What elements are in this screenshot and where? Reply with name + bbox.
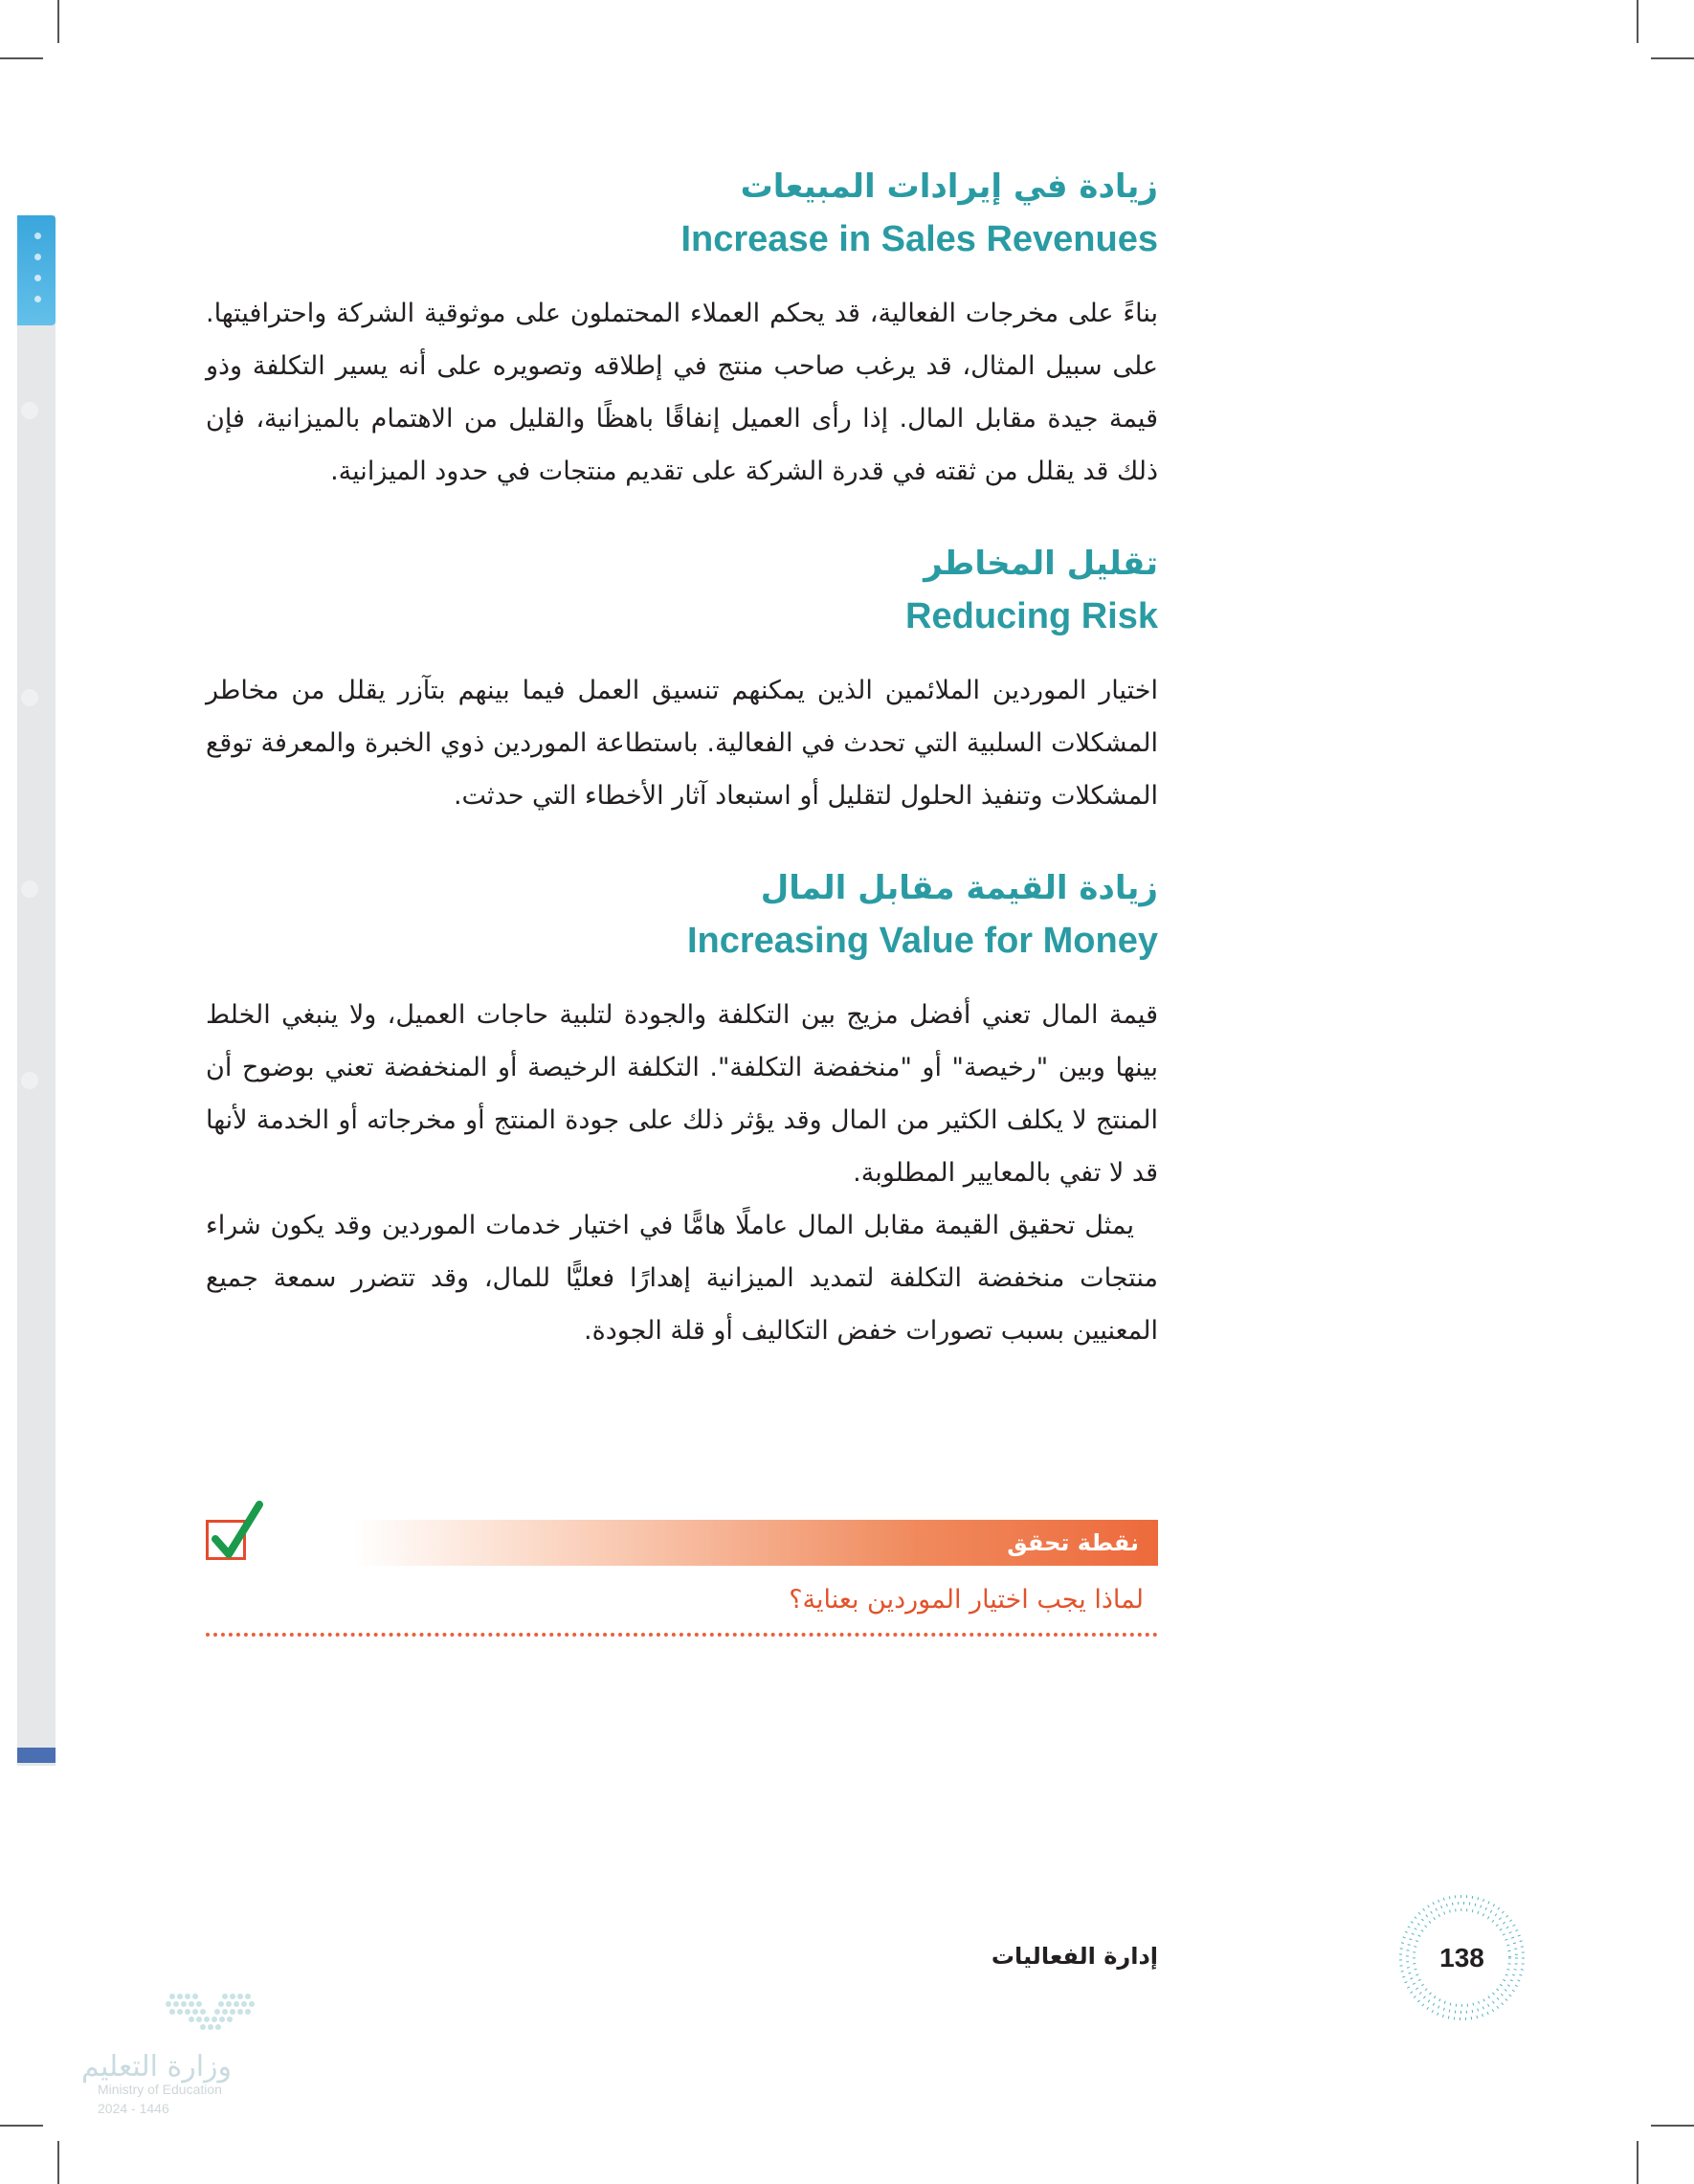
crop-mark xyxy=(0,2125,43,2127)
checkpoint-header-bar xyxy=(354,1520,1158,1566)
page-sidebar xyxy=(17,215,56,1766)
body-paragraph: قيمة المال تعني أفضل مزيج بين التكلفة والجودة لتلبية حاجات العميل، ولا ينبغي الخلط بينها وبين "رخيصة" أو "منخفضة التكلفة". التكلفة الرخيصة أو المنخفضة تعني بوضوح أن المنتج لا يكلف الكثير من المال وقد يؤثر ذلك على جودة المنتج أو مخرجاته أو الخدمة لأنها قد لا تفي بالمعايير المطلوبة. xyxy=(206,1000,1158,1188)
body-paragraph: اختيار الموردين الملائمين الذين يمكنهم تنسيق العمل فيما بينهم بتآزر يقلل من مخاطر المشكلات السلبية التي تحدث في الفعالية. باستطاعة الموردين ذوي الخبرة والمعرفة توقع المشكلات وتنفيذ الحلول لتقليل أو استبعاد آثار الأخطاء التي حدثت. xyxy=(206,676,1158,811)
decorative-dot xyxy=(21,689,38,706)
dotted-answer-line xyxy=(206,1633,1158,1637)
section-heading-en: Increasing Value for Money xyxy=(686,921,1158,961)
crop-mark xyxy=(1637,2141,1638,2184)
chapter-tab xyxy=(17,215,56,325)
sidebar-marker xyxy=(17,1748,56,1763)
crop-mark xyxy=(57,0,59,43)
ministry-year: 2024 - 1446 xyxy=(98,2101,169,2116)
body-paragraph: يمثل تحقيق القيمة مقابل المال عاملًا هامًّا في اختيار خدمات الموردين وقد يكون شراء منتجات منخفضة التكلفة لتمديد الميزانية إهدارًا فعليًّا للمال، وقد تتضرر سمعة جميع المعنيين بسبب تصورات خفض التكاليف أو قلة الجودة. xyxy=(206,1211,1158,1346)
checkmark-icon xyxy=(208,1499,265,1566)
decorative-dot xyxy=(21,402,38,419)
section-heading-ar: زيادة في إيرادات المبيعات xyxy=(740,167,1158,206)
crop-mark xyxy=(57,2141,59,2184)
ministry-name-en: Ministry of Education xyxy=(98,2082,222,2097)
section-reducing-risk xyxy=(206,540,1158,822)
crop-mark xyxy=(0,57,43,59)
decorative-dot xyxy=(21,1072,38,1089)
main-content xyxy=(206,163,1158,1399)
crop-mark xyxy=(1651,2125,1694,2127)
section-heading-en: Increase in Sales Revenues xyxy=(680,219,1158,259)
section-heading-ar: تقليل المخاطر xyxy=(924,545,1158,583)
checkpoint-label: نقطة تحقق xyxy=(1007,1529,1139,1556)
crop-mark xyxy=(1651,57,1694,59)
body-paragraph: بناءً على مخرجات الفعالية، قد يحكم العملاء المحتملون على موثوقية الشركة واحترافيتها. على سبيل المثال، قد يرغب صاحب منتج في إطلاقه وتصويره على أنه يسير التكلفة وذو قيمة جيدة مقابل المال. إذا رأى العميل إنفاقًا باهظًا والقليل من الاهتمام بالميزانية، فإن ذلك قد يقلل من ثقته في قدرة الشركة على تقديم منتجات في حدود الميزانية. xyxy=(206,299,1158,486)
section-heading-en: Reducing Risk xyxy=(905,596,1158,636)
footer-book-title: إدارة الفعاليات xyxy=(991,1943,1158,1970)
crop-mark xyxy=(1637,0,1638,43)
section-value-for-money xyxy=(206,864,1158,1357)
ministry-name-ar: وزارة التعليم xyxy=(81,2050,233,2084)
section-heading-ar: زيادة القيمة مقابل المال xyxy=(760,869,1158,907)
page-number: 138 xyxy=(1439,1943,1484,1972)
decorative-dot xyxy=(21,880,38,898)
section-sales-revenues xyxy=(206,163,1158,498)
checkpoint-question: لماذا يجب اختيار الموردين بعناية؟ xyxy=(789,1585,1144,1615)
